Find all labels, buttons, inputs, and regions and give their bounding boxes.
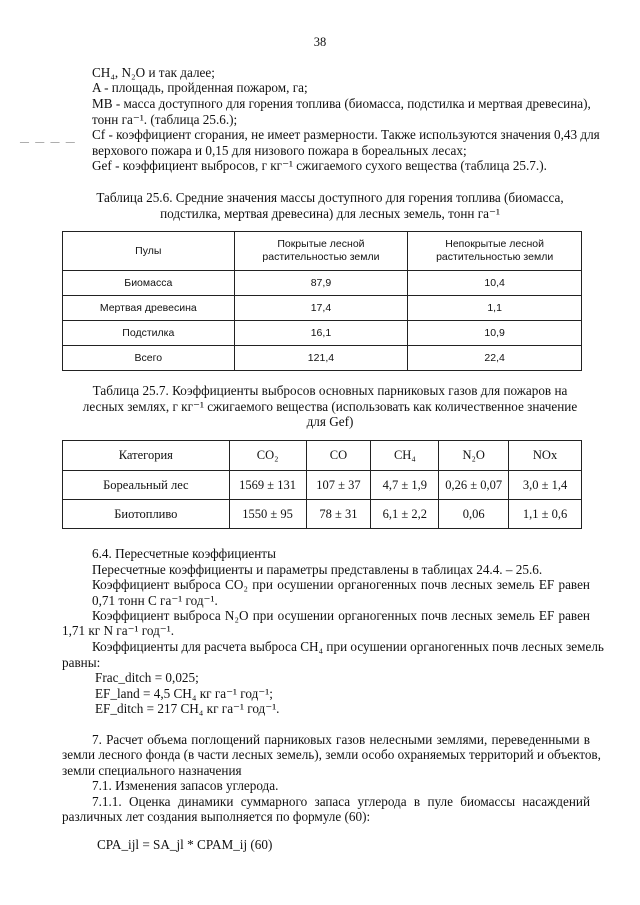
table-cell: 6,1 ± 2,2 bbox=[371, 500, 439, 529]
section-7-1-1-line-2: различных лет создания выполняется по формуле (60): bbox=[62, 809, 371, 824]
table-cell: Мертвая древесина bbox=[63, 296, 235, 321]
section-6-4-p1: Пересчетные коэффициенты и параметры представлены в таблицах 24.4. – 25.6. bbox=[92, 562, 543, 577]
table-cell: 17,4 bbox=[234, 296, 408, 321]
table-row bbox=[63, 346, 582, 371]
intro-line-1: CH₄, N₂O и так далее; bbox=[92, 65, 215, 80]
table1-header-covered: Покрытые лесной растительностью земли bbox=[234, 232, 408, 271]
table2-header-ch4: CH₄ bbox=[371, 441, 439, 471]
intro-line-3: MB - масса доступного для горения топлива (биомасса, подстилка и мертвая древесина), bbox=[92, 96, 591, 111]
table-cell: 10,4 bbox=[408, 271, 582, 296]
table-cell: 1569 ± 131 bbox=[229, 471, 306, 500]
table-row bbox=[63, 296, 582, 321]
section-6-4-p2-line-1: Коэффициент выброса CO₂ при осушении органогенных почв лесных земель EF равен bbox=[92, 577, 590, 592]
table-cell: 107 ± 37 bbox=[306, 471, 371, 500]
formula-ef-ditch: EF_ditch = 217 CH₄ кг га⁻¹ год⁻¹. bbox=[95, 701, 280, 716]
table-cell: 22,4 bbox=[408, 346, 582, 371]
table-cell: 0,26 ± 0,07 bbox=[439, 471, 509, 500]
table-cell: 3,0 ± 1,4 bbox=[509, 471, 582, 500]
section-7-line-2: земли лесного фонда (в части лесных земель), земли особо охраняемых территорий и объектов, bbox=[62, 747, 601, 762]
intro-line-4: тонн га⁻¹. (таблица 25.6.); bbox=[92, 112, 238, 127]
table-cell: Бореальный лес bbox=[63, 471, 230, 500]
section-6-4-p3-line-2: 1,71 кг N га⁻¹ год⁻¹. bbox=[62, 623, 174, 638]
formula-ef-land: EF_land = 4,5 CH₄ кг га⁻¹ год⁻¹; bbox=[95, 686, 273, 701]
table-cell: 1,1 ± 0,6 bbox=[509, 500, 582, 529]
table2-header-n2o: N₂O bbox=[439, 441, 509, 471]
table2-caption-line-2: лесных землях, г кг⁻¹ сжигаемого вещества (использовать как количественное значение bbox=[82, 399, 578, 414]
table-cell: Биотопливо bbox=[63, 500, 230, 529]
table-fuel-mass bbox=[62, 231, 582, 371]
table-cell: 10,9 bbox=[408, 321, 582, 346]
table-row bbox=[63, 500, 582, 529]
table-cell: 87,9 bbox=[234, 271, 408, 296]
formula-frac-ditch: Frac_ditch = 0,025; bbox=[95, 670, 199, 685]
formula-60: CPA_ijl = SA_jl * CPAM_ij (60) bbox=[97, 837, 273, 852]
table-row bbox=[63, 471, 582, 500]
section-7-1-title: 7.1. Изменения запасов углерода. bbox=[92, 778, 279, 793]
table-cell: 78 ± 31 bbox=[306, 500, 371, 529]
table1-caption-line-1: Таблица 25.6. Средние значения массы доступного для горения топлива (биомасса, bbox=[96, 190, 564, 205]
table2-header-category: Категория bbox=[63, 441, 230, 471]
intro-line-7: Gef - коэффициент выбросов, г кг⁻¹ сжигаемого сухого вещества (таблица 25.7.). bbox=[92, 158, 547, 173]
table2-header-co2: CO₂ bbox=[229, 441, 306, 471]
table-cell: Всего bbox=[63, 346, 235, 371]
section-6-4-p4-line-2: равны: bbox=[62, 655, 101, 670]
intro-line-6: верхового пожара и 0,15 для низового пожара в бореальных лесах; bbox=[92, 143, 467, 158]
table-cell: Подстилка bbox=[63, 321, 235, 346]
intro-line-5: Cf - коэффициент сгорания, не имеет размерности. Также используются значения 0,43 для bbox=[92, 127, 600, 142]
table1-header-row bbox=[63, 232, 582, 271]
table-cell: 121,4 bbox=[234, 346, 408, 371]
table1-header-uncovered: Непокрытые лесной растительностью земли bbox=[408, 232, 582, 271]
table-row bbox=[63, 271, 582, 296]
table2-header-co: CO bbox=[306, 441, 371, 471]
table-cell: 16,1 bbox=[234, 321, 408, 346]
page-number: 38 bbox=[313, 35, 327, 49]
table-cell: 0,06 bbox=[439, 500, 509, 529]
section-6-4-title: 6.4. Пересчетные коэффициенты bbox=[92, 546, 276, 561]
table-cell: 1,1 bbox=[408, 296, 582, 321]
table2-header-row bbox=[63, 441, 582, 471]
table2-header-nox: NOx bbox=[509, 441, 582, 471]
section-6-4-p2-line-2: 0,71 тонн C га⁻¹ год⁻¹. bbox=[92, 593, 218, 608]
table-cell: Биомасса bbox=[63, 271, 235, 296]
table2-caption-line-1: Таблица 25.7. Коэффициенты выбросов основных парниковых газов для пожаров на bbox=[92, 383, 568, 398]
section-7-line-3: земли специального назначения bbox=[62, 763, 242, 778]
margin-mark: — — — — bbox=[20, 137, 77, 147]
section-7-1-1-line-1: 7.1.1. Оценка динамики суммарного запаса углерода в пуле биомассы насаждений bbox=[92, 794, 590, 809]
table-emission-factors bbox=[62, 440, 582, 529]
section-7-line-1: 7. Расчет объема поглощений парниковых газов нелесными землями, переведенными в bbox=[92, 732, 590, 747]
intro-line-2: A - площадь, пройденная пожаром, га; bbox=[92, 80, 308, 95]
table-cell: 1550 ± 95 bbox=[229, 500, 306, 529]
table2-caption-line-3: для Gef) bbox=[306, 414, 354, 429]
table-cell: 4,7 ± 1,9 bbox=[371, 471, 439, 500]
section-6-4-p3-line-1: Коэффициент выброса N₂O при осушении органогенных почв лесных земель EF равен bbox=[92, 608, 590, 623]
section-6-4-p4-line-1: Коэффициенты для расчета выброса CH₄ при осушении органогенных почв лесных земель bbox=[92, 639, 604, 654]
table-row bbox=[63, 321, 582, 346]
table1-header-pools: Пулы bbox=[63, 232, 235, 271]
table1-caption-line-2: подстилка, мертвая древесина) для лесных земель, тонн га⁻¹ bbox=[160, 206, 500, 221]
